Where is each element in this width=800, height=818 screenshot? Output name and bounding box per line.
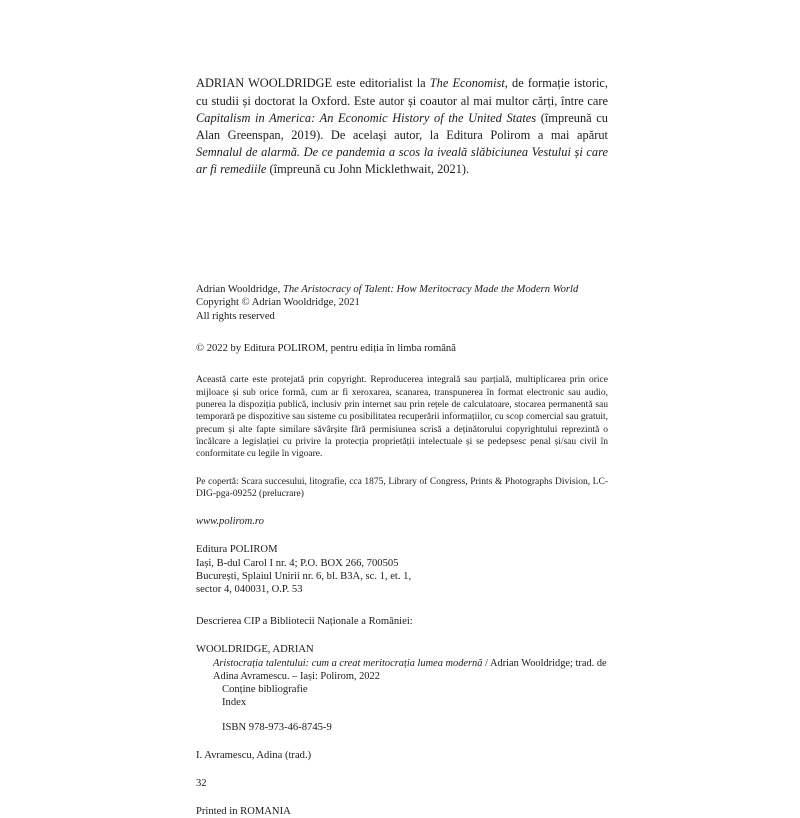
publisher-address-block [196,543,608,596]
colophon-block [196,283,608,818]
romanian-edition-copyright: © 2022 by Editura POLIROM, pentru ediția în limba română [196,343,456,355]
copyright-line: Copyright © Adrian Wooldridge, 2021 [196,297,360,309]
spacer [196,762,608,777]
printed-in-line: Printed in ROMANIA [196,806,291,818]
cip-note-bibliography: Conține bibliografie [222,684,308,696]
book-title-semnalul-de-alarma: Semnalul de alarmă. De ce pandemia a scos la iveală slăbiciunea Vestului și care ar fi remediile [196,145,608,177]
book-title-capitalism-in-america: Capitalism in America: An Economic History of the United States [196,110,537,125]
spacer [196,323,608,342]
cip-author-entry: WOOLDRIDGE, ADRIAN [196,644,314,656]
bio-text-segment-4: (împreună cu John Micklethwait, 2021). [266,162,470,177]
spacer [196,355,608,374]
spacer [196,710,608,721]
publisher-address-iasi: Iași, B-dul Carol I nr. 4; P.O. BOX 266, 700505 [196,557,399,569]
author-biography-paragraph [196,75,608,178]
original-title-line [196,283,608,296]
legal-notice-paragraph: Această carte este protejată prin copyright. Reproducerea integrală sau parțială, multiplicarea prin orice mijloace și sub orice formă, cum ar fi xeroxarea, scanarea, transpunerea în format electronic sau audio, punerea la dispoziția publică, inclusiv prin internet sau prin rețele de calculatoare, stocarea permanentă sau temporară pe dispozitive sau sisteme cu posibilitatea recuperării informațiilor, cu scop comercial sau gratuit, precum și alte fapte similare săvârșite fără permisiunea scrisă a deținătorului copyrightului reprezintă o încălcare a legislației cu privire la protecția proprietății intelectuale și se pedepsesc penal și/sau civil în conformitate cu legile în vigoare. [196,375,608,460]
bio-text-segment-3: (împreună cu Alan Greenspan, 2019). De același autor, la Editura Polirom a mai apărut [196,110,609,142]
bio-text-segment-2: , de formație istoric, cu studii și doctorat la Oxford. Este autor și coautor al mai multor cărți, între care [196,76,609,108]
publisher-address-bucuresti-line-2: sector 4, 040031, O.P. 53 [196,583,303,595]
cover-image-credit: Pe copertă: Scara succesului, litografie, cca 1875, Library of Congress, Prints & Photographs Division, LC-DIG-pga-09252 (prelucrare) [196,476,608,499]
original-author: Adrian Wooldridge, [196,284,283,295]
isbn-line: ISBN 978-973-46-8745-9 [222,721,332,733]
cip-classification-number: 32 [196,777,207,789]
spacer [196,500,608,515]
spacer [196,628,608,643]
publisher-name: Editura POLIROM [196,544,278,556]
publication-title: The Economist [429,76,505,91]
all-rights-reserved-line: All rights reserved [196,310,275,322]
spacer [196,790,608,805]
publisher-address-bucuresti-line-1: București, Splaiul Unirii nr. 6, bl. B3A, sc. 1, et. 1, [196,570,412,582]
publisher-website[interactable]: www.polirom.ro [196,516,264,528]
bio-text-segment-1: este editorialist la [332,76,430,91]
cip-added-entry: I. Avramescu, Adina (trad.) [196,749,312,761]
spacer [196,734,608,749]
cip-title-statement [196,657,608,684]
spacer [196,528,608,543]
cip-title-italic: Aristocrația talentului: cum a creat meritocrația lumea modernă [213,657,483,669]
cip-note-index: Index [222,697,247,709]
author-name: ADRIAN WOOLDRIDGE [196,76,333,91]
original-title: The Aristocracy of Talent: How Meritocracy Made the Modern World [282,284,579,295]
cip-heading: Descrierea CIP a Bibliotecii Naționale a României: [196,616,413,628]
spacer [196,461,608,476]
cip-title-responsibility: / Adrian Wooldridge; trad. de Adina Avramescu. – Iași: Polirom, 2022 [213,657,607,682]
original-edition-credit [196,283,608,323]
spacer [196,596,608,615]
